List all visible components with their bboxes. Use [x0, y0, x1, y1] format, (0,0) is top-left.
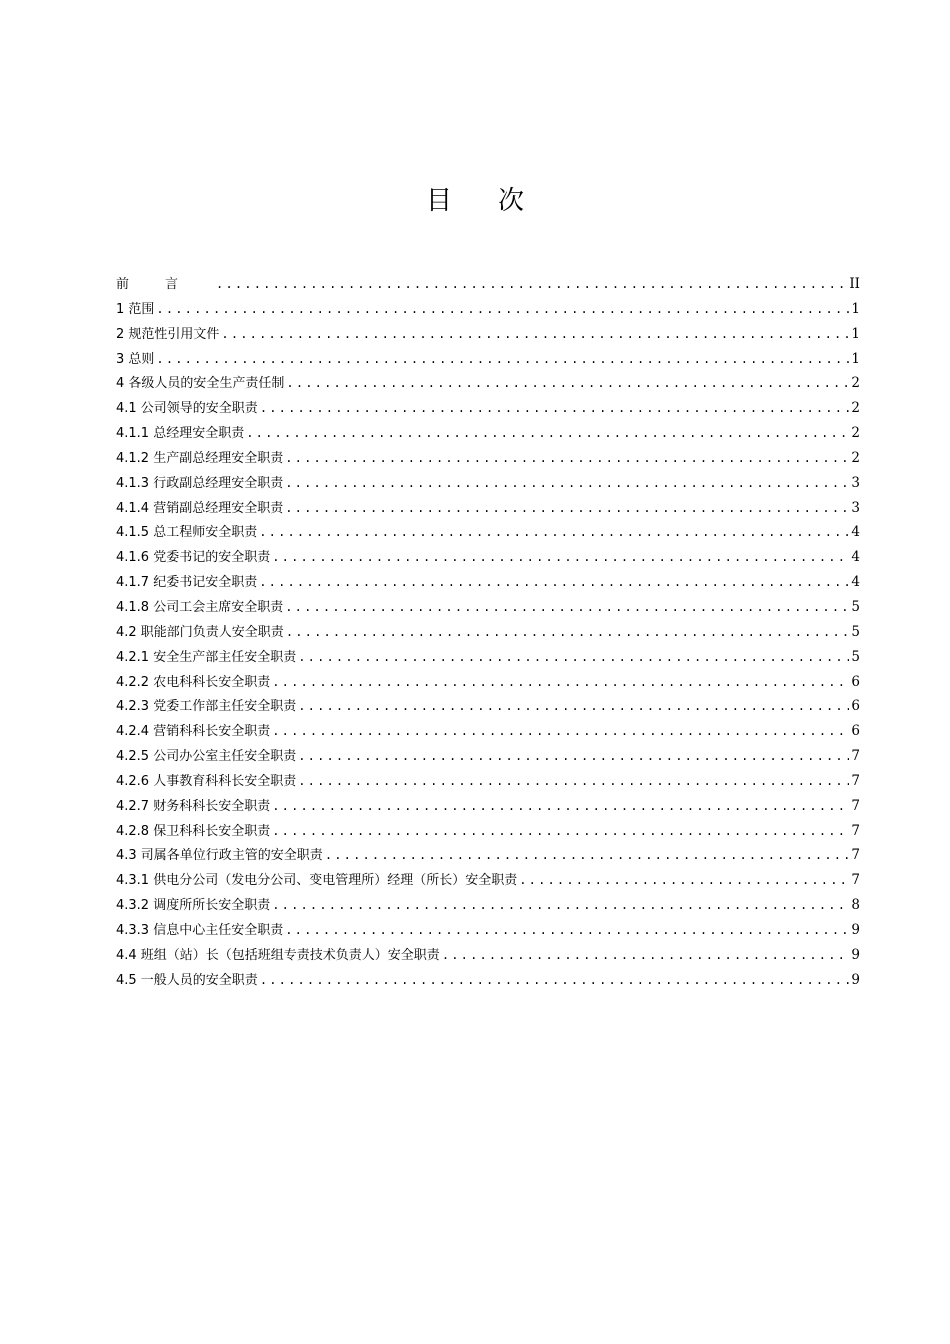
- toc-entry-page-number: 7: [851, 872, 860, 889]
- toc-entry-label: 4.2.7 财务科科长安全职责: [116, 798, 271, 814]
- toc-entry-label: 4.1.7 纪委书记安全职责: [116, 575, 258, 591]
- toc-entry-label: 4.2.5 公司办公室主任安全职责: [116, 749, 297, 765]
- toc-title: [0, 181, 950, 221]
- toc-entry-label: 4.1.1 总经理安全职责: [116, 426, 245, 442]
- toc-entry[interactable]: [116, 570, 860, 595]
- toc-entry[interactable]: [116, 769, 860, 794]
- toc-entry[interactable]: [116, 520, 860, 545]
- toc-dot-leader: [156, 347, 849, 372]
- toc-dot-leader: [221, 322, 849, 347]
- toc-entry[interactable]: [116, 694, 860, 719]
- toc-entry-page-number: 6: [851, 698, 860, 715]
- toc-dot-leader: [216, 272, 847, 297]
- toc-entry-label: 1 范围: [116, 301, 155, 317]
- toc-entry[interactable]: [116, 893, 860, 918]
- toc-entry[interactable]: [116, 396, 860, 421]
- toc-dot-leader: [298, 694, 849, 719]
- toc-entry-page-number: 8: [851, 897, 860, 914]
- toc-dot-leader: [298, 645, 849, 670]
- toc-entry[interactable]: [116, 371, 860, 396]
- toc-entry[interactable]: [116, 868, 860, 893]
- toc-entry-page-number: 5: [851, 648, 860, 665]
- toc-dot-leader: [246, 421, 849, 446]
- toc-entry-page-number: 4: [851, 549, 860, 566]
- toc-entry[interactable]: [116, 297, 860, 322]
- toc-dot-leader: [272, 819, 849, 844]
- toc-dot-leader: [156, 297, 849, 322]
- toc-entry[interactable]: [116, 645, 860, 670]
- toc-entry[interactable]: [116, 843, 860, 868]
- toc-entry-label: 4.1.5 总工程师安全职责: [116, 525, 258, 541]
- toc-entry-page-number: 5: [851, 623, 860, 640]
- toc-dot-leader: [519, 868, 849, 893]
- toc-dot-leader: [272, 545, 849, 570]
- toc-entry-label: 4.4 班组（站）长（包括班组专责技术负责人）安全职责: [116, 947, 440, 963]
- toc-entry-page-number: 1: [851, 350, 860, 367]
- toc-entry-page-number: 7: [851, 822, 860, 839]
- toc-dot-leader: [285, 918, 849, 943]
- toc-entry-label: 4.2.3 党委工作部主任安全职责: [116, 699, 297, 715]
- toc-entry[interactable]: [116, 471, 860, 496]
- toc-entry-label: 4.2 职能部门负责人安全职责: [116, 624, 284, 640]
- toc-entry-label: 4.1.3 行政副总经理安全职责: [116, 475, 284, 491]
- toc-entry[interactable]: [116, 620, 860, 645]
- toc-entry[interactable]: [116, 968, 860, 993]
- toc-entry-page-number: 3: [851, 499, 860, 516]
- toc-entry-page-number: 4: [851, 574, 860, 591]
- toc-entry-page-number: 6: [851, 673, 860, 690]
- toc-dot-leader: [272, 670, 849, 695]
- toc-entry-label: 3 总则: [116, 351, 155, 367]
- toc-entry-page-number: 7: [851, 748, 860, 765]
- toc-dot-leader: [442, 943, 850, 968]
- toc-entry-label: 4.1.2 生产副总经理安全职责: [116, 450, 284, 466]
- toc-entry-page-number: 7: [851, 772, 860, 789]
- toc-dot-leader: [325, 843, 850, 868]
- toc-title-char-2: 次: [498, 186, 525, 216]
- toc-entry-page-number: 5: [851, 598, 860, 615]
- toc-entry-page-number: 9: [851, 946, 860, 963]
- toc-entry-label: 4.3 司属各单位行政主管的安全职责: [116, 848, 323, 864]
- toc-dot-leader: [272, 719, 849, 744]
- toc-entry-page-number: 1: [851, 325, 860, 342]
- toc-entry-page-number: 6: [851, 723, 860, 740]
- toc-dot-leader: [285, 471, 849, 496]
- toc-dot-leader: [298, 769, 849, 794]
- toc-entry-label: 2 规范性引用文件: [116, 326, 220, 342]
- toc-entry-label: 前言: [116, 277, 215, 292]
- toc-title-char-1: 目: [425, 186, 452, 216]
- toc-entry[interactable]: [116, 794, 860, 819]
- table-of-contents: [116, 272, 860, 992]
- toc-entry-page-number: 2: [851, 375, 860, 392]
- toc-entry[interactable]: [116, 943, 860, 968]
- toc-entry-label: 4.1.8 公司工会主席安全职责: [116, 599, 284, 615]
- toc-entry-label: 4.2.8 保卫科科长安全职责: [116, 823, 271, 839]
- toc-entry-page-number: 7: [851, 797, 860, 814]
- toc-entry-label: 4.3.2 调度所所长安全职责: [116, 898, 271, 914]
- toc-entry-label: 4.1 公司领导的安全职责: [116, 401, 258, 417]
- toc-dot-leader: [259, 520, 849, 545]
- toc-dot-leader: [259, 570, 849, 595]
- toc-entry-page-number: 2: [851, 400, 860, 417]
- toc-dot-leader: [285, 496, 849, 521]
- toc-entry[interactable]: [116, 272, 860, 297]
- toc-entry-page-number: 9: [851, 921, 860, 938]
- toc-entry-label: 4.2.2 农电科科长安全职责: [116, 674, 271, 690]
- toc-dot-leader: [260, 968, 850, 993]
- toc-dot-leader: [260, 396, 850, 421]
- toc-dot-leader: [298, 744, 849, 769]
- toc-entry-page-number: 2: [851, 425, 860, 442]
- toc-entry[interactable]: [116, 595, 860, 620]
- toc-entry[interactable]: [116, 670, 860, 695]
- toc-entry[interactable]: [116, 322, 860, 347]
- toc-dot-leader: [285, 446, 849, 471]
- toc-entry-label: 4.2.6 人事教育科科长安全职责: [116, 773, 297, 789]
- toc-entry[interactable]: [116, 719, 860, 744]
- toc-entry-label: 4.1.4 营销副总经理安全职责: [116, 500, 284, 516]
- toc-entry-page-number: II: [849, 276, 860, 292]
- toc-entry[interactable]: [116, 819, 860, 844]
- toc-dot-leader: [272, 893, 849, 918]
- toc-entry-page-number: 3: [851, 474, 860, 491]
- toc-dot-leader: [286, 371, 849, 396]
- toc-dot-leader: [272, 794, 849, 819]
- toc-entry-page-number: 4: [851, 524, 860, 541]
- toc-entry[interactable]: [116, 545, 860, 570]
- toc-entry-page-number: 2: [851, 449, 860, 466]
- toc-dot-leader: [285, 595, 849, 620]
- toc-entry[interactable]: [116, 347, 860, 372]
- toc-entry[interactable]: [116, 421, 860, 446]
- toc-entry-label: 4.5 一般人员的安全职责: [116, 972, 258, 988]
- toc-entry-label: 4.3.3 信息中心主任安全职责: [116, 922, 284, 938]
- toc-entry-page-number: 7: [851, 847, 860, 864]
- toc-dot-leader: [286, 620, 850, 645]
- toc-entry-label: 4.3.1 供电分公司（发电分公司、变电管理所）经理（所长）安全职责: [116, 873, 518, 889]
- toc-entry-label: 4.2.1 安全生产部主任安全职责: [116, 649, 297, 665]
- toc-entry-label: 4.1.6 党委书记的安全职责: [116, 550, 271, 566]
- toc-entry-label: 4.2.4 营销科科长安全职责: [116, 724, 271, 740]
- toc-entry[interactable]: [116, 918, 860, 943]
- toc-entry-page-number: 1: [851, 300, 860, 317]
- toc-entry-label: 4 各级人员的安全生产责任制: [116, 376, 285, 392]
- toc-entry[interactable]: [116, 496, 860, 521]
- toc-entry[interactable]: [116, 446, 860, 471]
- toc-entry[interactable]: [116, 744, 860, 769]
- toc-entry-page-number: 9: [851, 971, 860, 988]
